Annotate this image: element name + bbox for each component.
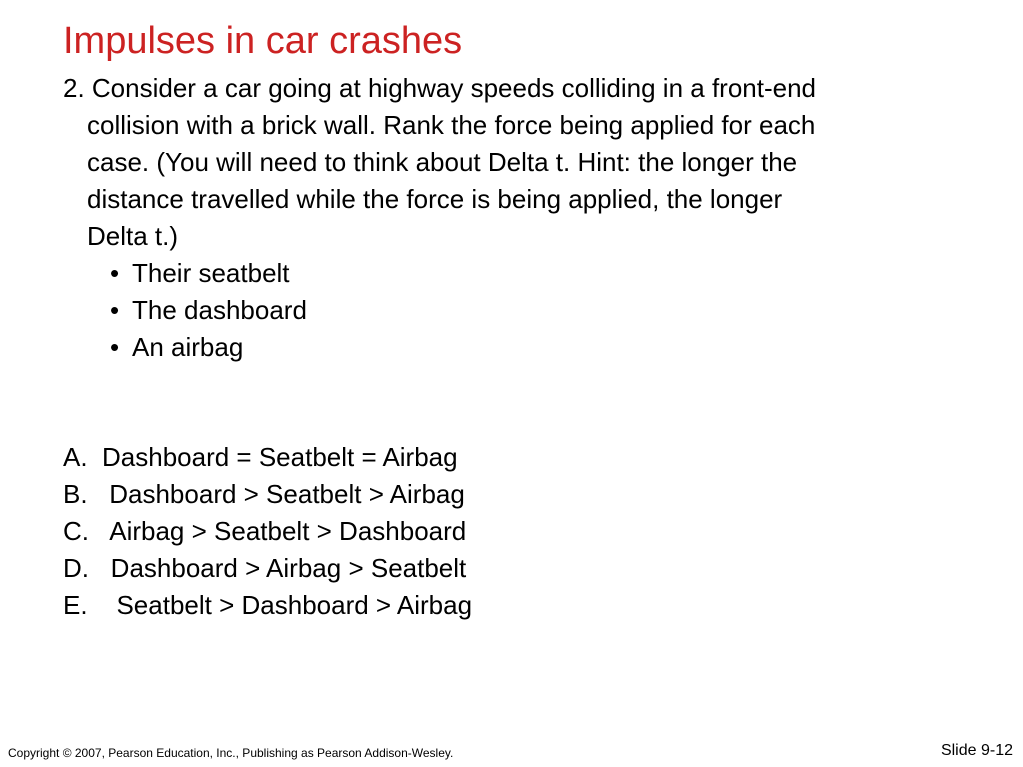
answer-option-c: C. Airbag > Seatbelt > Dashboard [63, 516, 467, 546]
slide-number: Slide 9-12 [940, 742, 1013, 759]
bullet-label: An airbag [132, 332, 244, 362]
question-line: distance travelled while the force is being applied, the longer [87, 184, 783, 214]
bullet-icon: • [110, 258, 120, 288]
question-text [63, 70, 963, 366]
bullet-item [63, 292, 963, 329]
answer-option-b: B. Dashboard > Seatbelt > Airbag [63, 479, 465, 509]
answer-option-d: D. Dashboard > Airbag > Seatbelt [63, 553, 467, 583]
question-line: collision with a brick wall. Rank the force being applied for each [87, 110, 816, 140]
bullet-icon: • [110, 332, 120, 362]
answer-option-a: A. Dashboard = Seatbelt = Airbag [63, 442, 458, 472]
question-line: case. (You will need to think about Delta t. Hint: the longer the [87, 147, 798, 177]
answer-option-e: E. Seatbelt > Dashboard > Airbag [63, 590, 473, 620]
bullet-item [63, 255, 963, 292]
bullet-icon: • [110, 295, 120, 325]
answer-list [63, 439, 472, 624]
slide-title: Impulses in car crashes [63, 20, 463, 62]
question-line: 2. Consider a car going at highway speeds colliding in a front-end [63, 73, 817, 103]
bullet-item [63, 329, 963, 366]
bullet-label: Their seatbelt [132, 258, 290, 288]
copyright-notice: Copyright © 2007, Pearson Education, Inc., Publishing as Pearson Addison-Wesley. [8, 746, 454, 760]
bullet-label: The dashboard [132, 295, 307, 325]
bullet-list [63, 255, 963, 366]
question-line: Delta t.) [87, 221, 179, 251]
